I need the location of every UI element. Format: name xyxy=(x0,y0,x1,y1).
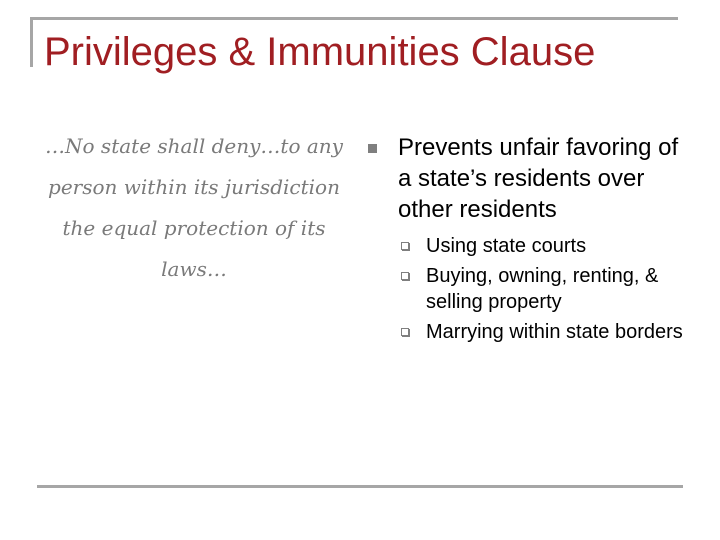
bottom-divider-line xyxy=(37,485,683,488)
main-bullet-text: Prevents unfair favoring of a state’s residents over other residents xyxy=(398,134,679,223)
shadowed-square-bullet-icon xyxy=(401,242,409,250)
sub-bullet-item xyxy=(398,233,698,259)
filled-square-bullet-icon xyxy=(368,144,377,153)
sub-bullet-item xyxy=(398,319,698,345)
sub-bullet-list xyxy=(398,233,698,345)
sub-bullet-text-marrying: Marrying within state borders xyxy=(426,321,683,343)
title-frame-left-line xyxy=(30,17,33,67)
constitution-quote: …No state shall deny…to any person within its jurisdiction the equal protection of its laws… xyxy=(45,134,343,281)
sub-bullet-text-property: Buying, owning, renting, & selling property xyxy=(426,265,659,313)
main-bullet-item xyxy=(368,132,698,345)
sub-bullet-text-courts: Using state courts xyxy=(426,235,587,257)
slide-title: Privileges & Immunities Clause xyxy=(44,30,596,74)
title-frame-top-line xyxy=(30,17,678,20)
main-bullet-list xyxy=(368,132,698,349)
shadowed-square-bullet-icon xyxy=(401,272,409,280)
sub-bullet-item xyxy=(398,263,698,315)
shadowed-square-bullet-icon xyxy=(401,328,409,336)
